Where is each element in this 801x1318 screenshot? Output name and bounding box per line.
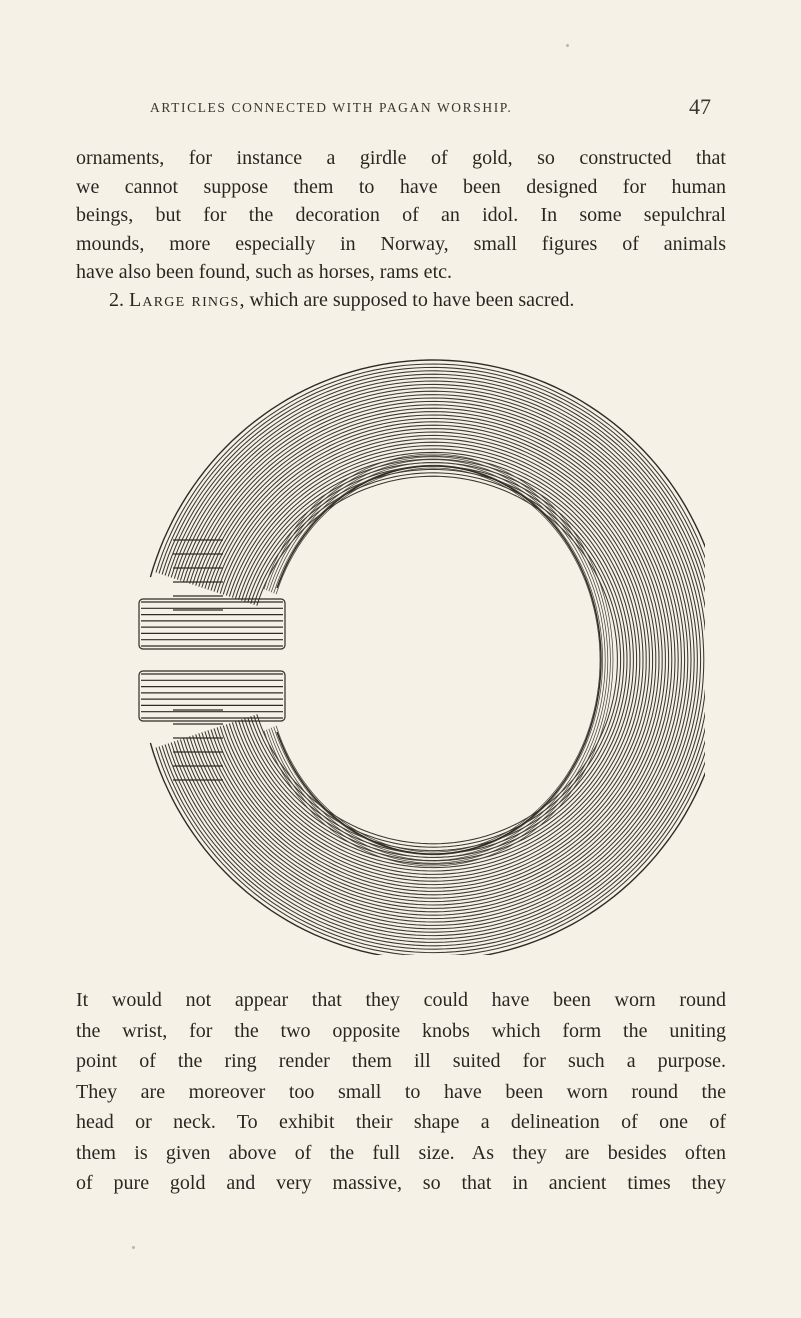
paragraph-ring-description [76,985,726,1199]
band-line [232,449,643,871]
knob-upper [141,602,283,646]
band-line [242,459,634,861]
ring-engraving [115,355,705,955]
paragraph-ornaments [76,144,726,287]
inner-line [264,454,613,866]
text-line: head or neck. To exhibit their shape a delineation of one of [76,1111,726,1133]
band-line [199,412,678,909]
text-line: have also been found, such as horses, rams etc. [76,261,452,284]
item-heading [109,286,574,314]
text-line: They are moreover too small to have been worn round the [76,1080,726,1103]
inner-edge [277,466,601,854]
text-line: of pure gold and very massive, so that in ancient times they [76,1172,726,1194]
paper-fleck [566,44,569,47]
band-line [193,405,685,915]
page-header [90,94,711,122]
text-line: the wrist, for the two opposite knobs which form the uniting [76,1019,726,1042]
band-line [208,422,669,898]
text-line: we cannot suppose them to have been designed for human [76,175,726,198]
band-line [229,446,646,875]
text-line: point of the ring render them ill suited for such a purpose. [76,1050,726,1072]
band-line [220,435,656,884]
ring-figure [115,355,705,955]
running-title: ARTICLES CONNECTED WITH PAGAN WORSHIP. [150,100,513,115]
band-line [226,442,649,878]
item-number: 2. [109,289,124,311]
band-line [223,439,652,881]
inner-line [276,468,600,852]
page-number: 47 [689,94,711,119]
band-line [196,408,682,912]
text-line: them is given above of the full size. As they are besides often [76,1141,726,1164]
item-title: Large rings [129,289,240,311]
ring-inner-hatching [264,454,613,866]
band-line [202,415,675,905]
text-line: It would not appear that they could have been worn round [76,989,726,1011]
knob-upper-outline [139,599,285,649]
paper-fleck [132,1246,135,1249]
band-line [205,418,672,901]
text-line: beings, but for the decoration of an idol. In some sepulchral [76,204,726,227]
band-line [239,456,637,864]
item-description: , which are supposed to have been sacred. [239,289,575,311]
text-line: ornaments, for instance a girdle of gold, so constructed that [76,147,726,169]
knob-lower [141,674,283,718]
band-line [245,463,631,858]
band-line [211,425,665,895]
band-line [217,432,659,888]
band-line [235,452,639,867]
text-line: mounds, more especially in Norway, small figures of animals [76,232,726,255]
band-line [214,429,662,892]
knob-lower-outline [139,671,285,721]
